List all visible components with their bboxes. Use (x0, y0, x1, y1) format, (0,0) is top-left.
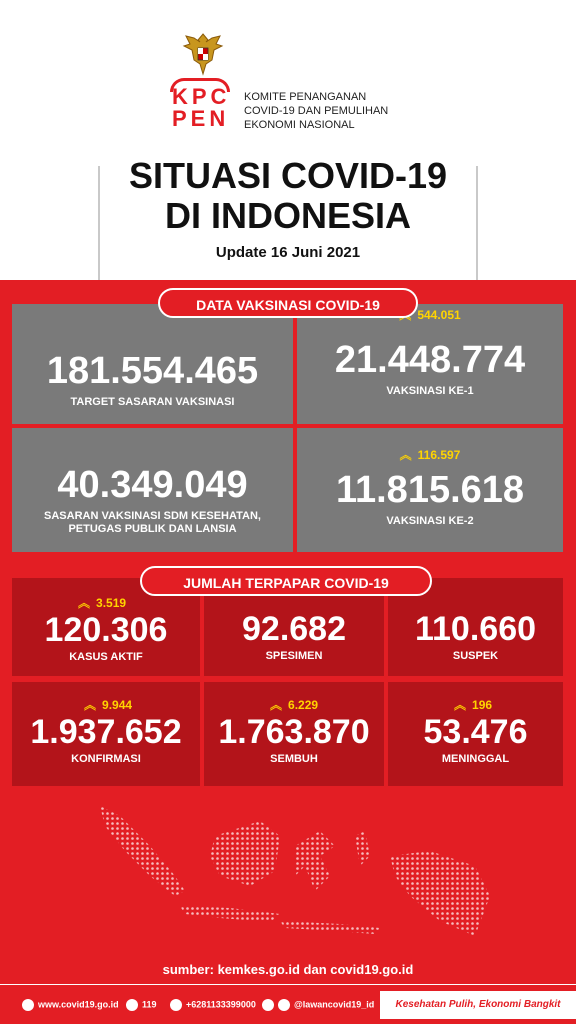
source-text (0, 962, 576, 977)
hotline-text: 119 (142, 999, 157, 1010)
suspect-value: 110.660 (414, 610, 537, 648)
recovered-delta (204, 696, 384, 713)
footer-whatsapp[interactable] (170, 999, 256, 1011)
cases-section-title: JUMLAH TERPAPAR COVID-19 (140, 566, 432, 596)
increase-arrow-icon: ︽ (454, 698, 467, 712)
active-value: 120.306 (44, 611, 168, 649)
increase-arrow-icon: ︽ (78, 596, 91, 610)
footer-hotline[interactable] (126, 999, 157, 1011)
target-label: TARGET SASARAN VAKSINASI (70, 396, 235, 408)
page-title (0, 156, 576, 236)
target-value: 181.554.465 (46, 350, 259, 392)
logo-text-line1: KPC (172, 84, 231, 109)
header-area (0, 0, 576, 280)
vaccination-dose1-card (297, 304, 563, 424)
sdm-label-line1: SASARAN VAKSINASI SDM KESEHATAN, (44, 510, 261, 522)
globe-icon (22, 999, 34, 1011)
deaths-card (388, 682, 563, 786)
vaccination-dose2-card (297, 428, 563, 552)
title-line1: SITUASI COVID-19 (128, 155, 448, 196)
confirmed-delta-value: 9.944 (102, 698, 133, 712)
deaths-delta-value: 196 (472, 698, 493, 712)
whatsapp-icon (170, 999, 182, 1011)
deaths-delta (388, 696, 563, 713)
source-prefix: sumber: (162, 962, 214, 977)
active-label: KASUS AKTIF (69, 651, 143, 663)
footer-tagline: Kesehatan Pulih, Ekonomi Bangkit (380, 991, 576, 1019)
footer-website[interactable] (22, 999, 119, 1011)
org-line3: EKONOMI NASIONAL (244, 119, 355, 131)
vaccination-section-title: DATA VAKSINASI COVID-19 (158, 288, 418, 318)
title-line2: DI INDONESIA (164, 195, 412, 236)
update-date: Update 16 Juni 2021 (215, 244, 361, 261)
sdm-value: 40.349.049 (57, 464, 248, 506)
confirmed-delta (12, 696, 200, 713)
dose1-delta-value: 544.051 (417, 308, 461, 322)
whatsapp-text: +6281133399000 (186, 999, 256, 1010)
instagram-icon (262, 999, 274, 1011)
increase-arrow-icon: ︽ (84, 698, 97, 712)
org-line2: COVID-19 DAN PEMULIHAN (244, 105, 389, 117)
dose2-value: 11.815.618 (335, 469, 525, 511)
dose2-delta (297, 446, 563, 463)
dose1-value: 21.448.774 (334, 339, 526, 381)
headset-icon (126, 999, 138, 1011)
kpcpen-logo (172, 86, 230, 130)
increase-arrow-icon: ︽ (270, 698, 283, 712)
indonesia-map-icon (80, 796, 500, 956)
org-line1: KOMITE PENANGANAN (244, 91, 367, 103)
recovered-label: SEMBUH (270, 753, 318, 765)
active-delta (12, 594, 200, 611)
vaccination-target-card (12, 304, 293, 424)
footer-social[interactable] (262, 999, 374, 1011)
vaccination-sdm-card (12, 428, 293, 552)
social-text: @lawancovid19_id (294, 999, 375, 1010)
confirmed-label: KONFIRMASI (71, 753, 141, 765)
org-name (244, 90, 388, 132)
garuda-emblem-icon (182, 30, 224, 76)
dose2-delta-value: 116.597 (417, 448, 461, 462)
dose2-label: VAKSINASI KE-2 (386, 515, 474, 527)
twitter-icon (278, 999, 290, 1011)
deaths-value: 53.476 (423, 713, 528, 751)
recovered-card (204, 682, 384, 786)
dose1-label: VAKSINASI KE-1 (386, 385, 474, 397)
sdm-label-line2: PETUGAS PUBLIK DAN LANSIA (68, 523, 237, 535)
source-value: kemkes.go.id dan covid19.go.id (217, 962, 414, 977)
suspect-label: SUSPEK (452, 650, 499, 662)
specimen-label: SPESIMEN (265, 650, 323, 662)
website-text: www.covid19.go.id (38, 999, 119, 1010)
footer (0, 984, 576, 1024)
recovered-value: 1.763.870 (218, 713, 370, 751)
specimen-value: 92.682 (242, 610, 346, 648)
logo-text-line2: PEN (172, 106, 230, 131)
increase-arrow-icon: ︽ (399, 448, 412, 462)
recovered-delta-value: 6.229 (288, 698, 319, 712)
deaths-label: MENINGGAL (441, 753, 510, 765)
active-delta-value: 3.519 (96, 596, 127, 610)
confirmed-card (12, 682, 200, 786)
confirmed-value: 1.937.652 (30, 713, 182, 751)
